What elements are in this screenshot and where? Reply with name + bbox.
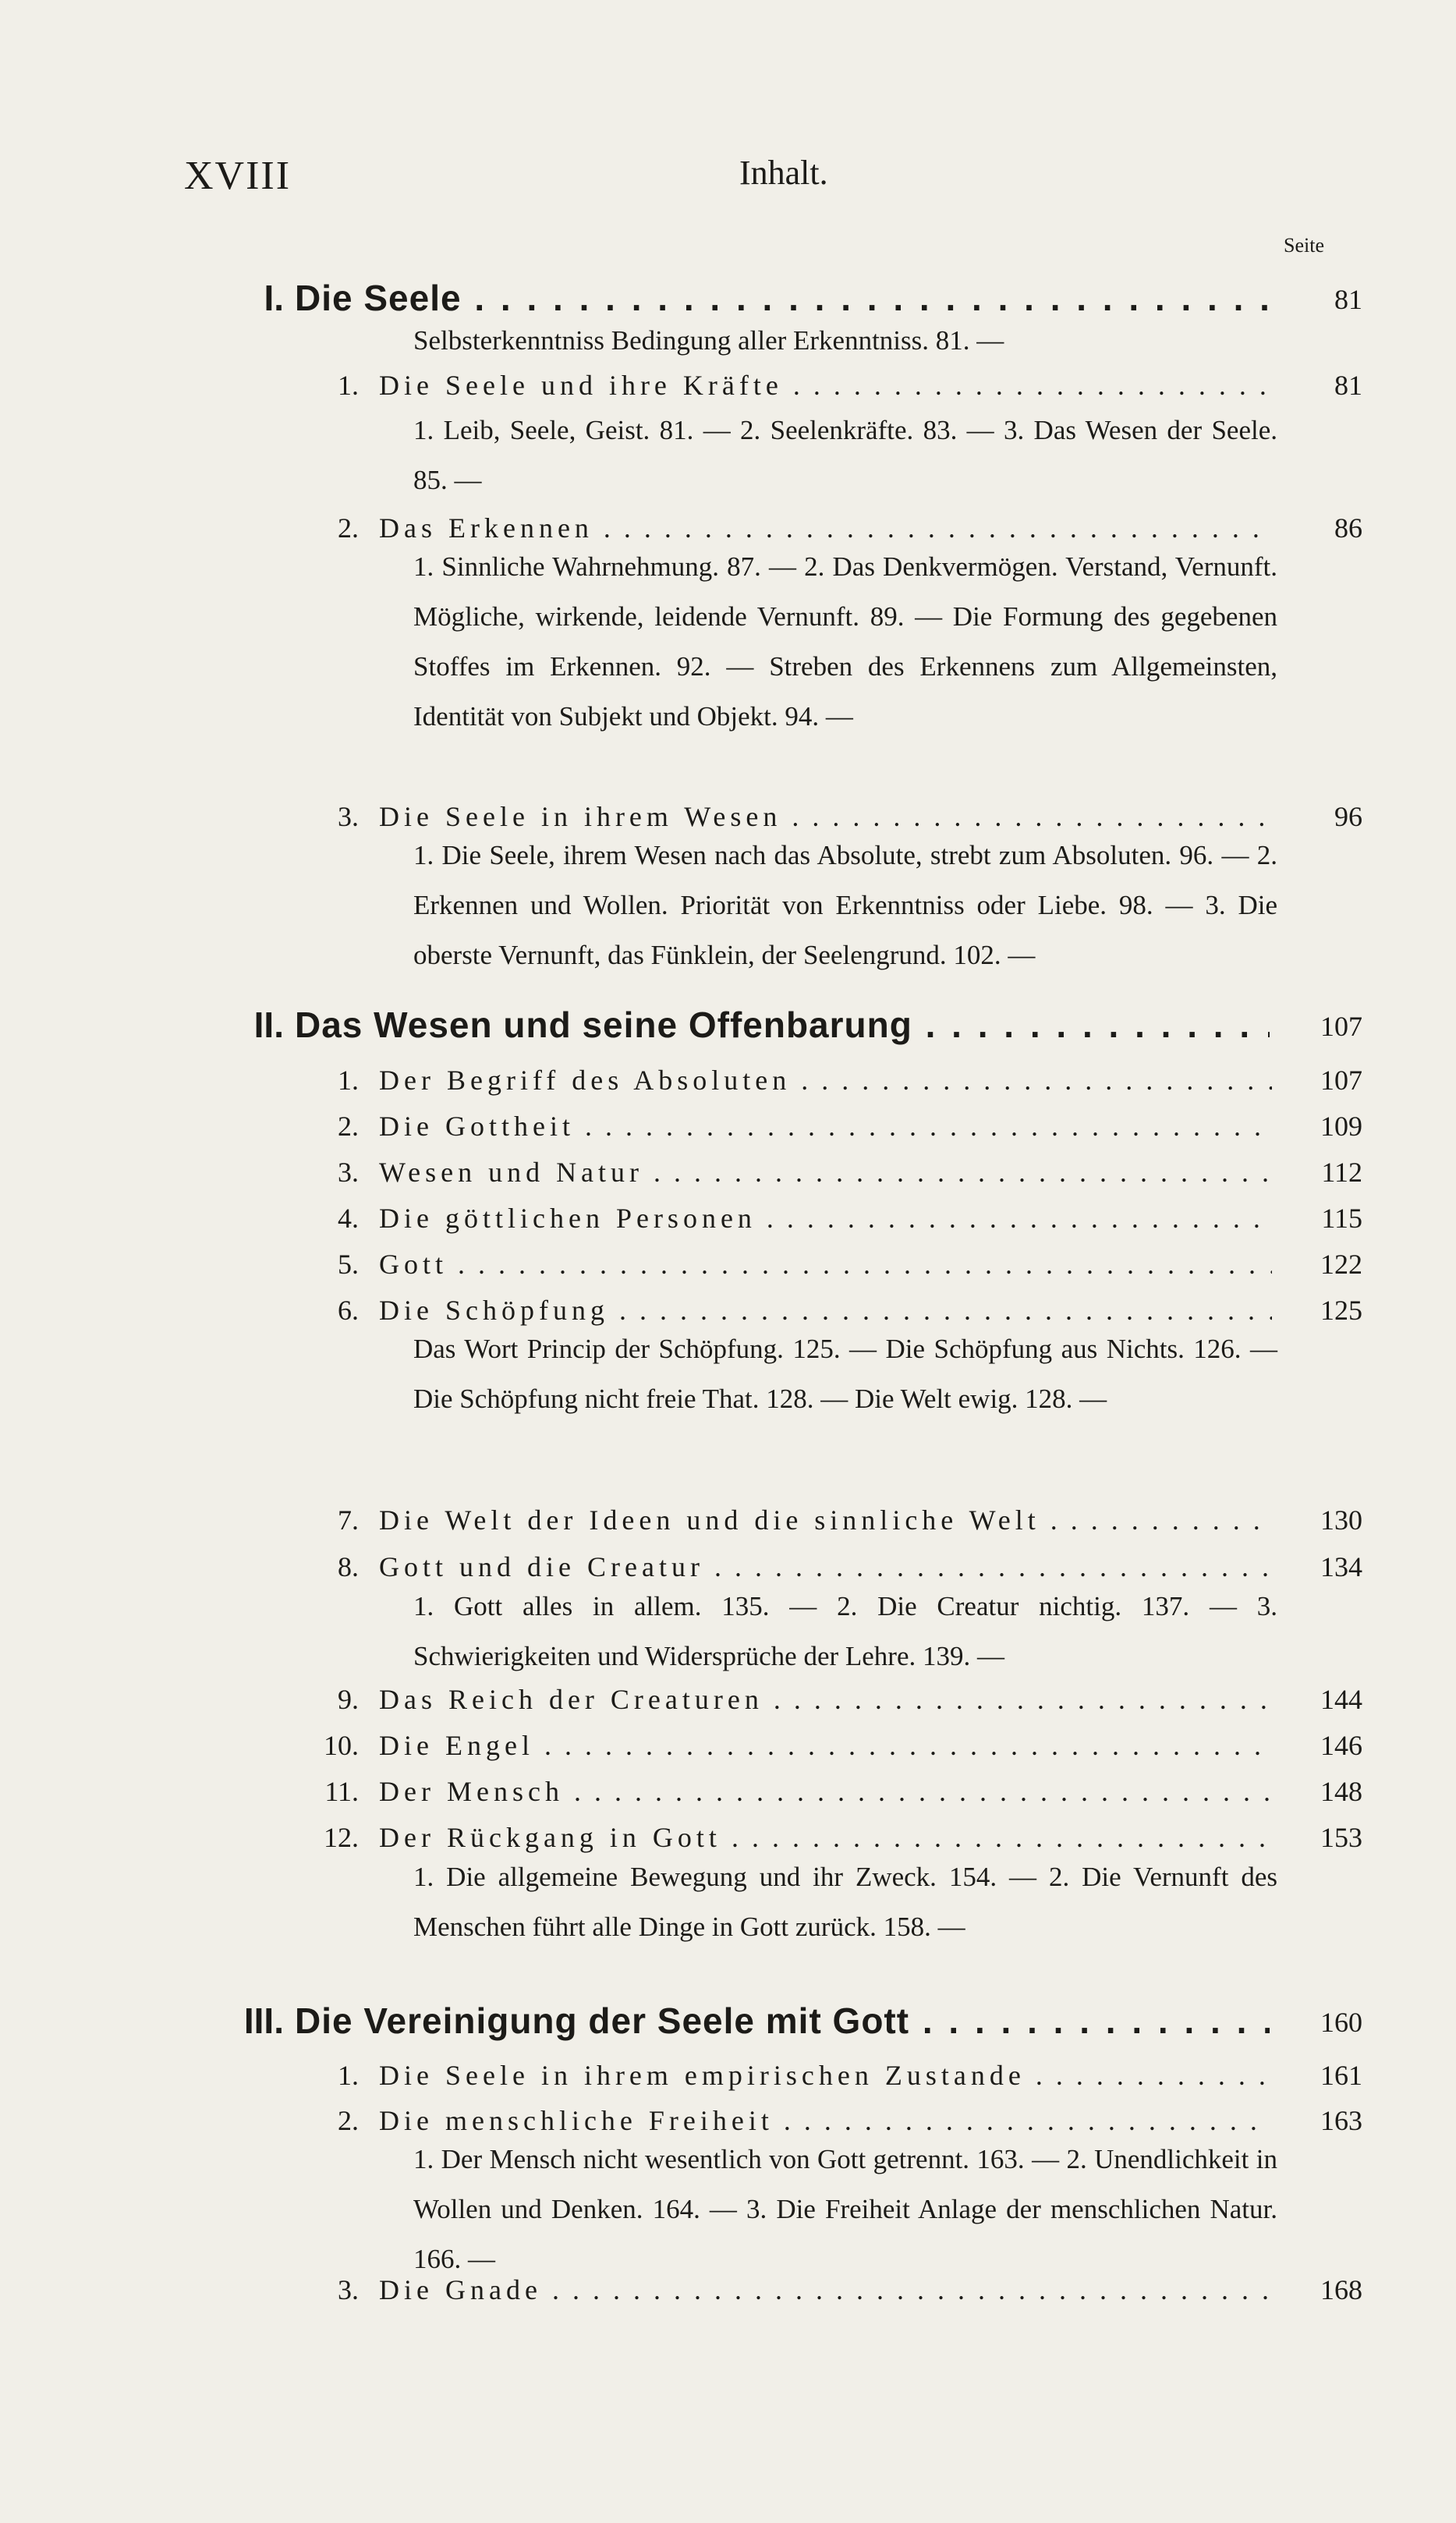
entry-number: 2. — [338, 2105, 359, 2136]
section-heading[interactable] — [0, 1004, 1456, 1051]
page-number: 86 — [1334, 512, 1362, 544]
entry-title: Das Reich der Creaturen . . . — [379, 1683, 1272, 1716]
entry-number: 3. — [338, 801, 359, 832]
entry-title: Die Engel . . . — [379, 1729, 1272, 1762]
entry-title: Die Seele in ihrem Wesen . . . — [379, 800, 1272, 833]
section-number: III. — [243, 2000, 284, 2041]
entry-title: Die Welt der Ideen und die sinnliche Welt . . . — [379, 1504, 1272, 1536]
entry-title: Der Rückgang in Gott . . . — [379, 1821, 1272, 1854]
section-number: II. — [253, 1005, 284, 1045]
entry-summary: 1. Gott alles in allem. 135. — 2. Die Creatur nichtig. 137. — 3. Schwierigkeiten und Widersprüche der Lehre. 139. — — [413, 1591, 1277, 1671]
entry-summary: Das Wort Princip der Schöpfung. 125. — Die Schöpfung aus Nichts. 126. — Die Schöpfung nicht freie That. 128. — Die Welt ewig. 128. — — [413, 1334, 1277, 1414]
page-number: 130 — [1320, 1504, 1362, 1536]
page-number: 134 — [1320, 1551, 1362, 1582]
section-heading[interactable] — [0, 2000, 1456, 2046]
entry-number: 11. — [324, 1776, 359, 1807]
entry-title: Die Gottheit . . . — [379, 1110, 1272, 1143]
toc-entry[interactable] — [0, 2053, 1456, 2100]
toc-entry[interactable] — [0, 1677, 1456, 1724]
section-title: Das Wesen und seine Offenbarung . . . — [295, 1004, 1270, 1046]
page-number: 109 — [1320, 1111, 1362, 1142]
section-title: Die Vereinigung der Seele mit Gott . . . — [295, 2000, 1270, 2042]
toc-entry[interactable] — [0, 363, 1456, 409]
entry-number: 2. — [338, 1111, 359, 1142]
page-number: 161 — [1320, 2060, 1362, 2091]
page-number: 148 — [1320, 1776, 1362, 1807]
toc-entry[interactable] — [0, 1723, 1456, 1770]
entry-summary: 1. Sinnliche Wahrnehmung. 87. — 2. Das Denkvermögen. Verstand, Vernunft. Mögliche, wirkende, leidende Vernunft. 89. — Die Formung des gegebenen Stoffes im Erkennen. 92. — Streben des Erkennens zum Allgemeinsten, Identität von Subjekt und Objekt. 94. — — [413, 551, 1277, 732]
entry-number: 10. — [324, 1730, 359, 1761]
page-number: 163 — [1320, 2105, 1362, 2136]
page-number: 146 — [1320, 1730, 1362, 1761]
page-number: 160 — [1320, 2007, 1362, 2038]
running-head: Inhalt. — [739, 154, 828, 192]
entry-title: Das Erkennen . . . — [379, 512, 1272, 544]
entry-title: Die Gnade . . . — [379, 2273, 1272, 2306]
page-numeral: XVIII — [184, 154, 292, 198]
entry-number: 3. — [338, 2274, 359, 2305]
page-number: 81 — [1334, 370, 1362, 401]
entry-number: 6. — [338, 1295, 359, 1326]
page-number: 81 — [1334, 284, 1362, 315]
entry-title: Die Seele in ihrem empirischen Zustande . . . — [379, 2059, 1272, 2092]
toc-entry[interactable] — [0, 1769, 1456, 1816]
page-number: 96 — [1334, 801, 1362, 832]
toc-entry[interactable] — [0, 1104, 1456, 1150]
toc-entry[interactable] — [0, 1058, 1456, 1104]
entry-number: 12. — [324, 1822, 359, 1853]
entry-title: Die menschliche Freiheit . . . — [379, 2104, 1272, 2137]
entry-number: 4. — [338, 1203, 359, 1234]
entry-title: Gott . . . — [379, 1248, 1272, 1281]
entry-number: 3. — [338, 1157, 359, 1188]
entry-number: 1. — [338, 1065, 359, 1096]
toc-entry[interactable] — [0, 1497, 1456, 1544]
page-number: 115 — [1321, 1203, 1362, 1234]
page-number: 125 — [1320, 1295, 1362, 1326]
entry-number: 9. — [338, 1684, 359, 1715]
entry-number: 1. — [338, 370, 359, 401]
entry-title: Die Seele und ihre Kräfte . . . — [379, 369, 1272, 402]
entry-title: Die Schöpfung . . . — [379, 1294, 1272, 1327]
page-number: 144 — [1320, 1684, 1362, 1715]
entry-title: Der Begriff des Absoluten . . . — [379, 1064, 1272, 1097]
entry-title: Die göttlichen Personen . . . — [379, 1202, 1272, 1235]
entry-number: 5. — [338, 1249, 359, 1280]
entry-number: 8. — [338, 1551, 359, 1582]
entry-title: Gott und die Creatur . . . — [379, 1550, 1272, 1583]
entry-summary: 1. Der Mensch nicht wesentlich von Gott getrennt. 163. — 2. Unendlichkeit in Wollen und Denken. 164. — 3. Die Freiheit Anlage der menschlichen Natur. 166. — — [413, 2144, 1277, 2274]
toc-entry[interactable] — [0, 1242, 1456, 1288]
toc-entry[interactable] — [0, 2267, 1456, 2314]
entry-summary: 1. Die Seele, ihrem Wesen nach das Absolute, strebt zum Absoluten. 96. — 2. Erkennen und Wollen. Priorität von Erkenntniss oder Liebe. 98. — 3. Die oberste Vernunft, das Fünklein, der Seelengrund. 102. — — [413, 840, 1277, 970]
page-number: 168 — [1320, 2274, 1362, 2305]
section-intro: Selbsterkenntniss Bedingung aller Erkenntniss. 81. — — [413, 325, 1004, 356]
page-number: 153 — [1320, 1822, 1362, 1853]
section-number: I. — [264, 278, 284, 318]
page-number: 107 — [1320, 1065, 1362, 1096]
toc-entry[interactable] — [0, 1196, 1456, 1242]
toc-entry[interactable] — [0, 1150, 1456, 1196]
entry-number: 1. — [338, 2060, 359, 2091]
entry-number: 7. — [338, 1504, 359, 1536]
section-title: Die Seele . . . — [295, 277, 1270, 319]
entry-title: Wesen und Natur . . . — [379, 1156, 1272, 1189]
page-column-label: Seite — [1284, 234, 1324, 257]
page-number: 107 — [1320, 1011, 1362, 1042]
entry-number: 2. — [338, 512, 359, 544]
page-number: 122 — [1320, 1249, 1362, 1280]
entry-title: Der Mensch . . . — [379, 1775, 1272, 1808]
entry-summary: 1. Leib, Seele, Geist. 81. — 2. Seelenkräfte. 83. — 3. Das Wesen der Seele. 85. — — [413, 415, 1277, 495]
page-number: 112 — [1321, 1157, 1362, 1188]
entry-summary: 1. Die allgemeine Bewegung und ihr Zweck. 154. — 2. Die Vernunft des Menschen führt alle Dinge in Gott zurück. 158. — — [413, 1862, 1277, 1942]
